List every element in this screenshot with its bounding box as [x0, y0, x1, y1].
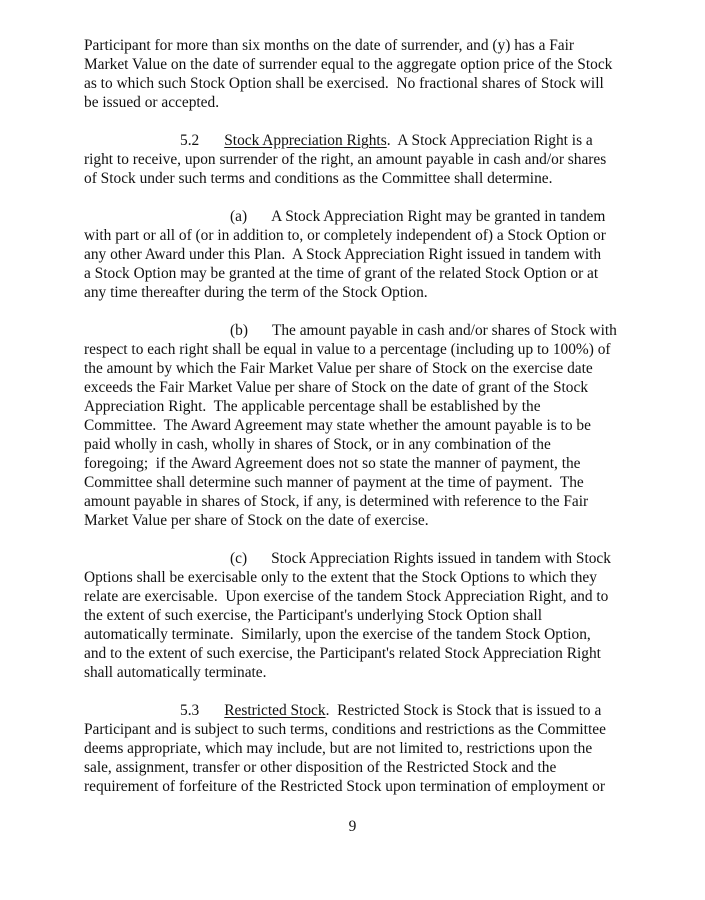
- subsection-label: (b): [230, 322, 248, 339]
- subsection-c: [84, 549, 644, 682]
- text-line: as to which such Stock Option shall be exercised. No fractional shares of Stock will: [84, 75, 604, 92]
- subsection-first-line: [84, 321, 644, 340]
- page-number: 9: [348, 818, 357, 835]
- text-line: amount payable in shares of Stock, if any, is determined with reference to the Fair: [84, 493, 589, 510]
- section-heading: Restricted Stock: [224, 702, 326, 719]
- subsection-text: The amount payable in cash and/or shares of Stock with: [271, 322, 617, 339]
- subsection-text: Stock Appreciation Rights issued in tandem with Stock: [271, 550, 611, 567]
- paragraph-gap: [84, 302, 644, 321]
- text-line: Committee. The Award Agreement may state whether the amount payable is to be: [84, 417, 591, 434]
- paragraph-gap: [84, 682, 644, 701]
- document-page: [84, 36, 644, 796]
- text-line: sale, assignment, transfer or other disposition of the Restricted Stock and the: [84, 759, 557, 776]
- text-line: any other Award under this Plan. A Stock Appreciation Right issued in tandem with: [84, 246, 602, 263]
- subsection-b: [84, 321, 644, 530]
- text-line: exceeds the Fair Market Value per share of Stock on the date of grant of the Stock: [84, 379, 589, 396]
- subsection-first-line: [84, 207, 644, 226]
- paragraph-gap: [84, 112, 644, 131]
- text-line: deems appropriate, which may include, but are not limited to, restrictions upon the: [84, 740, 593, 757]
- section-number: 5.3: [180, 702, 200, 719]
- paragraph-gap: [84, 188, 644, 207]
- text-line: foregoing; if the Award Agreement does not so state the manner of payment, the: [84, 455, 581, 472]
- text-line: Options shall be exercisable only to the extent that the Stock Options to which they: [84, 569, 597, 586]
- paragraph-gap: [84, 530, 644, 549]
- text-line: Market Value on the date of surrender equal to the aggregate option price of the Stock: [84, 56, 613, 73]
- text-line: Committee shall determine such manner of payment at the time of payment. The: [84, 474, 584, 491]
- section-heading-line: [84, 701, 644, 720]
- text-line: and to the extent of such exercise, the Participant's related Stock Appreciation Right: [84, 645, 601, 662]
- subsection-label: (c): [230, 550, 248, 567]
- section-intro-text: . A Stock Appreciation Right is a: [386, 132, 593, 149]
- text-line: a Stock Option may be granted at the time of grant of the related Stock Option or at: [84, 265, 599, 282]
- text-line: Participant and is subject to such terms, conditions and restrictions as the Committee: [84, 721, 606, 738]
- text-line: paid wholly in cash, wholly in shares of Stock, or in any combination of the: [84, 436, 551, 453]
- subsection-a: [84, 207, 644, 302]
- section-heading-line: [84, 131, 644, 150]
- text-line: respect to each right shall be equal in value to a percentage (including up to 100%) of: [84, 341, 611, 358]
- section-heading: Stock Appreciation Rights: [224, 132, 387, 149]
- text-line: the extent of such exercise, the Participant's underlying Stock Option shall: [84, 607, 542, 624]
- section-5-2: [84, 131, 644, 188]
- text-line: the amount by which the Fair Market Value per share of Stock on the exercise date: [84, 360, 593, 377]
- text-line: right to receive, upon surrender of the right, an amount payable in cash and/or shares: [84, 151, 607, 168]
- text-line: relate are exercisable. Upon exercise of the tandem Stock Appreciation Right, and to: [84, 588, 609, 605]
- continuation-paragraph: [84, 36, 644, 112]
- subsection-label: (a): [230, 208, 248, 225]
- section-5-3: [84, 701, 644, 796]
- text-line: with part or all of (or in addition to, or completely independent of) a Stock Option or: [84, 227, 606, 244]
- text-line: Appreciation Right. The applicable percentage shall be established by the: [84, 398, 541, 415]
- subsection-text: A Stock Appreciation Right may be granted in tandem: [271, 208, 606, 225]
- text-line: any time thereafter during the term of the Stock Option.: [84, 284, 428, 301]
- text-line: Market Value per share of Stock on the date of exercise.: [84, 512, 429, 529]
- text-line: be issued or accepted.: [84, 94, 220, 111]
- text-line: Participant for more than six months on the date of surrender, and (y) has a Fair: [84, 37, 575, 54]
- subsection-first-line: [84, 549, 644, 568]
- text-line: shall automatically terminate.: [84, 664, 267, 681]
- text-line: of Stock under such terms and conditions as the Committee shall determine.: [84, 170, 553, 187]
- text-line: automatically terminate. Similarly, upon the exercise of the tandem Stock Option,: [84, 626, 591, 643]
- section-number: 5.2: [180, 132, 200, 149]
- section-intro-text: . Restricted Stock is Stock that is issued to a: [325, 702, 602, 719]
- text-line: requirement of forfeiture of the Restricted Stock upon termination of employment or: [84, 778, 605, 795]
